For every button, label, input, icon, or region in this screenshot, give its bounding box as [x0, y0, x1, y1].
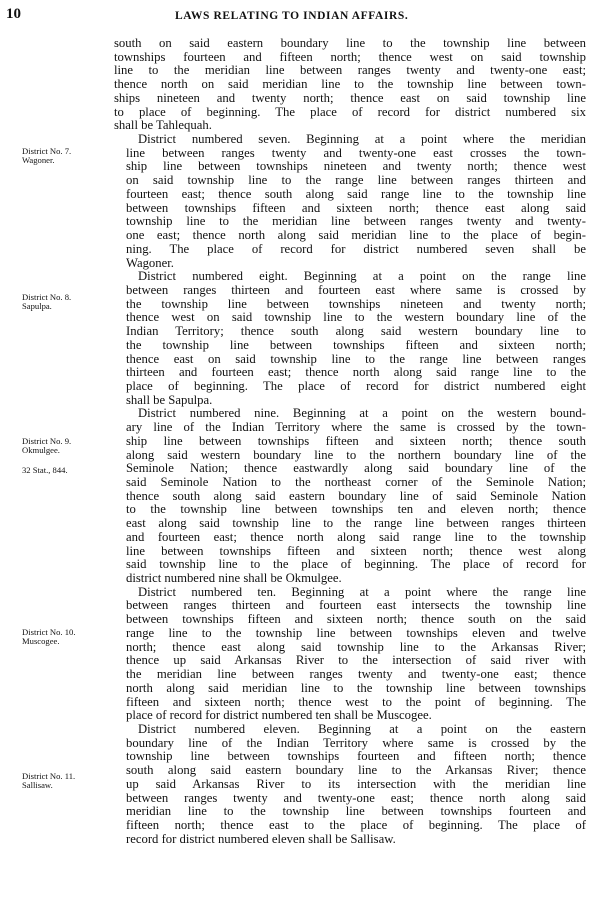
body-text — [114, 37, 586, 846]
text-line: the meridian line between ranges twenty and twenty-one east; thence — [126, 667, 586, 682]
text-line: Seminole Nation; thence eastwardly along said boundary line of the — [126, 461, 586, 476]
text-line: District numbered eleven. Beginning at a point on the eastern — [138, 721, 586, 736]
margin-note-place: Sallisaw. — [22, 780, 53, 790]
text-line: boundary line of the Indian Territory where same is crossed by the — [126, 735, 586, 750]
text-line: place of record for district numbered ten shall be Muscogee. — [126, 708, 432, 723]
margin-note-district-7 — [22, 147, 71, 165]
text-line: up said Arkansas River to its intersection with the meridian line — [126, 776, 586, 791]
text-line: District numbered seven. Beginning at a point where the meridian — [138, 132, 586, 147]
text-line: ship line between townships nineteen and twenty north; thence west — [126, 159, 586, 174]
text-line: shall be Sapulpa. — [126, 392, 213, 407]
text-line: township line to the meridian line between ranges twenty and twenty- — [126, 214, 586, 229]
text-line: the township line between townships nineteen and twenty north; — [126, 296, 586, 311]
margin-note-district-11 — [22, 772, 75, 790]
text-line: thence south along said eastern boundary line of said Seminole Nation — [126, 488, 586, 503]
text-line: said township line to the place of beginning. The place of record for — [126, 557, 586, 572]
text-line: District numbered nine. Beginning at a point on the western bound- — [138, 406, 586, 421]
text-line: and fourteen east; thence north along said range line to the township — [126, 529, 586, 544]
margin-note-place: Muscogee. — [22, 636, 60, 646]
text-line: between ranges thirteen and fourteen east where same is crossed by — [126, 282, 586, 297]
text-line: townships fourteen and fifteen north; thence west on said township — [114, 49, 586, 64]
text-line: township line between townships fourteen and fifteen north; thence — [126, 749, 586, 764]
margin-note-place: Wagoner. — [22, 155, 55, 165]
text-line: one east; thence north along said meridian line to the place of begin- — [126, 228, 586, 243]
text-line: District numbered ten. Beginning at a point where the range line — [138, 584, 586, 599]
text-line: line between townships fifteen and sixteen north; thence west along — [126, 543, 586, 558]
paragraph — [114, 407, 586, 585]
text-line: ary line of the Indian Territory where the same is crossed by the town- — [126, 420, 586, 435]
margin-note-district-9 — [22, 437, 71, 455]
text-line: thence west on said township line to the western boundary line of the — [126, 310, 586, 325]
text-line: District numbered eight. Beginning at a point on the range line — [138, 269, 586, 284]
paragraph — [114, 270, 586, 407]
paragraph — [114, 723, 586, 846]
text-line: fourteen east; thence south along said range line to the township line — [126, 186, 586, 201]
text-line: the township line between townships fifteen and sixteen north; — [126, 337, 586, 352]
text-line: north along said meridian line to the township line between townships — [126, 680, 586, 695]
margin-note-citation: 32 Stat., 844. — [22, 465, 68, 475]
text-line: to place of beginning. The place of record for district numbered six — [114, 104, 586, 119]
running-head: LAWS RELATING TO INDIAN AFFAIRS. — [175, 10, 409, 22]
text-line: thence east on said township line to the range line between ranges — [126, 351, 586, 366]
margin-note-label: District No. 8. — [22, 292, 72, 302]
margin-note-statute-citation — [22, 466, 68, 475]
text-line: ship line between townships fifteen and sixteen north; thence south — [126, 433, 586, 448]
text-line: between ranges twenty and twenty-one east; thence north along said — [126, 790, 586, 805]
text-line: between townships fifteen and sixteen north; thence east along said — [126, 200, 586, 215]
text-line: range line to the township line between townships eleven and twelve — [126, 625, 586, 640]
margin-note-district-10 — [22, 628, 75, 646]
text-line: south along said eastern boundary line to the Arkansas River; thence — [126, 763, 586, 778]
text-line: north; thence east along said township line to the Arkansas River; — [126, 639, 586, 654]
text-line: thirteen and fourteen east; thence north along said range line to the — [126, 365, 586, 380]
text-line: Wagoner. — [126, 255, 174, 270]
margin-note-district-8 — [22, 293, 71, 311]
text-line: district numbered nine shall be Okmulgee. — [126, 571, 342, 586]
text-line: shall be Tahlequah. — [114, 118, 212, 133]
text-line: line between ranges twenty and twenty-one east crosses the town- — [126, 145, 586, 160]
text-line: ning. The place of record for district numbered seven shall be — [126, 241, 586, 256]
text-line: between townships fifteen and sixteen north; thence south on the said — [126, 612, 586, 627]
margin-note-place: Sapulpa. — [22, 301, 52, 311]
page-number: 10 — [6, 6, 21, 22]
text-line: line to the meridian line between ranges twenty and twenty-one east; — [114, 63, 586, 78]
text-line: Indian Territory; thence south along said western boundary line to — [126, 324, 586, 339]
paragraph — [114, 133, 586, 270]
text-line: meridian line to the township line between townships fourteen and — [126, 804, 586, 819]
text-line: said Seminole Nation to the northeast corner of the Seminole Nation; — [126, 475, 586, 489]
text-line: south on said eastern boundary line to the township line between — [114, 36, 586, 50]
text-line: east along said township line to the range line between ranges thirteen — [126, 516, 586, 531]
text-line: thence up said Arkansas River to the intersection of said river with — [126, 653, 586, 668]
text-line: on said township line to the range line between ranges thirteen and — [126, 173, 586, 188]
text-line: fifteen north; thence east to the place of beginning. The place of — [126, 817, 586, 832]
text-line: to the township line between townships ten and eleven north; thence — [126, 502, 586, 517]
margin-note-label: District No. 10. — [22, 627, 76, 637]
text-line: ships nineteen and twenty north; thence east on said township line — [114, 90, 586, 105]
text-line: thence north on said meridian line to the township line between town- — [114, 77, 586, 92]
paragraph — [114, 586, 586, 723]
margin-note-place: Okmulgee. — [22, 445, 60, 455]
text-line: fifteen and sixteen north; thence west to the point of beginning. The — [126, 694, 586, 709]
margin-note-label: District No. 7. — [22, 146, 72, 156]
margin-note-label: District No. 11. — [22, 771, 76, 781]
text-line: place of beginning. The place of record for district numbered eight — [126, 378, 586, 393]
text-line: along said western boundary line to the northern boundary line of the — [126, 447, 586, 462]
text-line: record for district numbered eleven shall be Sallisaw. — [126, 831, 396, 846]
text-line: between ranges thirteen and fourteen east intersects the township line — [126, 598, 586, 613]
margin-note-label: District No. 9. — [22, 436, 72, 446]
paragraph — [114, 37, 586, 133]
